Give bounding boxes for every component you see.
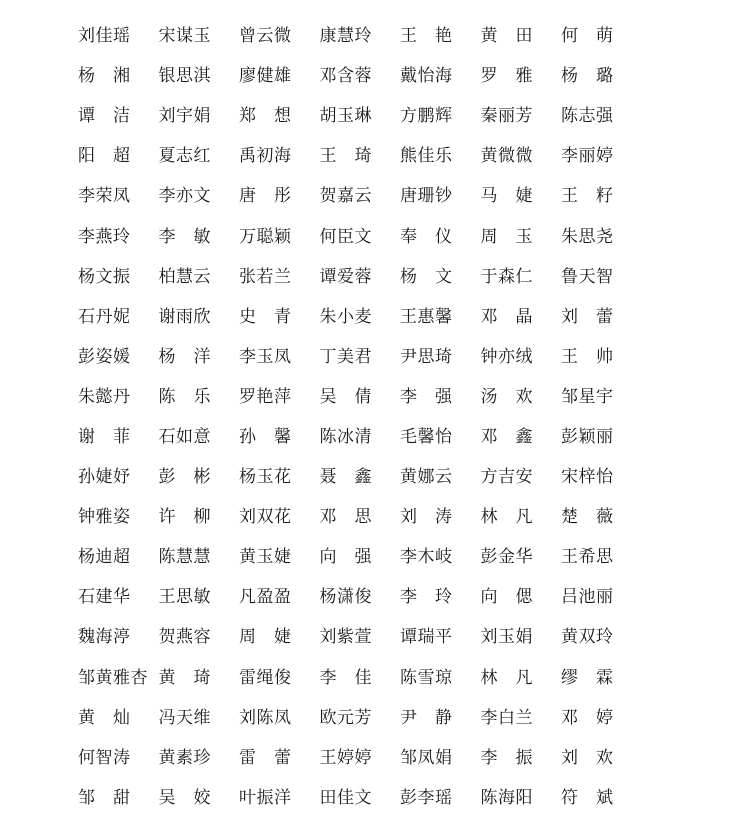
name-cell: 刘佳瑶 bbox=[78, 26, 131, 47]
name-cell: 叶振洋 bbox=[239, 787, 292, 808]
name-list-grid bbox=[78, 16, 738, 818]
name-cell: 李燕玲 bbox=[78, 226, 131, 247]
name-row bbox=[78, 216, 738, 256]
name-cell: 于森仁 bbox=[480, 266, 533, 287]
name-cell: 李 振 bbox=[480, 747, 533, 768]
name-cell: 贺燕容 bbox=[158, 627, 211, 648]
name-cell: 何臣文 bbox=[319, 226, 372, 247]
name-cell: 邓 思 bbox=[319, 507, 372, 528]
name-cell: 李白兰 bbox=[480, 707, 533, 728]
name-cell: 彭颖丽 bbox=[561, 426, 614, 447]
name-cell: 林 凡 bbox=[480, 507, 533, 528]
name-cell: 周 玉 bbox=[480, 226, 533, 247]
name-row bbox=[78, 337, 738, 377]
name-cell: 彭金华 bbox=[480, 547, 533, 568]
name-cell: 王 艳 bbox=[400, 26, 453, 47]
name-cell: 王思敏 bbox=[158, 587, 211, 608]
name-cell: 张若兰 bbox=[239, 266, 292, 287]
name-cell: 黄微微 bbox=[480, 146, 533, 167]
name-cell: 李 玲 bbox=[400, 587, 453, 608]
name-cell: 马 婕 bbox=[480, 186, 533, 207]
name-cell: 王 籽 bbox=[561, 186, 614, 207]
name-cell: 熊佳乐 bbox=[400, 146, 453, 167]
name-cell: 陈志强 bbox=[561, 106, 614, 127]
name-cell: 方吉安 bbox=[480, 467, 533, 488]
name-cell: 刘玉娟 bbox=[480, 627, 533, 648]
name-cell: 方鹏辉 bbox=[400, 106, 453, 127]
name-row bbox=[78, 497, 738, 537]
name-cell: 杨潇俊 bbox=[319, 587, 372, 608]
name-cell: 黄 琦 bbox=[158, 667, 211, 688]
name-cell: 杨 湘 bbox=[78, 66, 131, 87]
name-cell: 吴 倩 bbox=[319, 386, 372, 407]
name-cell: 缪 霖 bbox=[561, 667, 614, 688]
name-cell: 向 强 bbox=[319, 547, 372, 568]
name-cell: 彭姿媛 bbox=[78, 346, 131, 367]
name-cell: 宋谋玉 bbox=[158, 26, 211, 47]
name-cell: 符 斌 bbox=[561, 787, 614, 808]
name-cell: 夏志红 bbox=[158, 146, 211, 167]
name-cell: 史 青 bbox=[239, 306, 292, 327]
name-cell: 胡玉琳 bbox=[319, 106, 372, 127]
name-cell: 王 琦 bbox=[319, 146, 372, 167]
name-cell: 郑 想 bbox=[239, 106, 292, 127]
name-cell: 邹凤娟 bbox=[400, 747, 453, 768]
name-cell: 禹初海 bbox=[239, 146, 292, 167]
name-cell: 钟雅姿 bbox=[78, 507, 131, 528]
name-cell: 王婷婷 bbox=[319, 747, 372, 768]
name-row bbox=[78, 16, 738, 56]
name-cell: 谭 洁 bbox=[78, 106, 131, 127]
name-cell: 黄 田 bbox=[480, 26, 533, 47]
name-cell: 邹 甜 bbox=[78, 787, 131, 808]
name-cell: 秦丽芳 bbox=[480, 106, 533, 127]
name-cell: 朱小麦 bbox=[319, 306, 372, 327]
name-cell: 刘 欢 bbox=[561, 747, 614, 768]
name-cell: 李丽婷 bbox=[561, 146, 614, 167]
name-cell: 邓 鑫 bbox=[480, 426, 533, 447]
name-row bbox=[78, 417, 738, 457]
name-cell: 邓含蓉 bbox=[319, 66, 372, 87]
name-row bbox=[78, 96, 738, 136]
name-cell: 鲁天智 bbox=[561, 266, 614, 287]
name-cell: 林 凡 bbox=[480, 667, 533, 688]
name-cell: 杨迪超 bbox=[78, 547, 131, 568]
name-cell: 楚 薇 bbox=[561, 507, 614, 528]
name-cell: 雷 蕾 bbox=[239, 747, 292, 768]
name-cell: 杨文振 bbox=[78, 266, 131, 287]
name-cell: 丁美君 bbox=[319, 346, 372, 367]
name-cell: 孙婕妤 bbox=[78, 467, 131, 488]
name-cell: 谭瑞平 bbox=[400, 627, 453, 648]
name-row bbox=[78, 577, 738, 617]
name-cell: 谢 菲 bbox=[78, 426, 131, 447]
name-cell: 刘 蕾 bbox=[561, 306, 614, 327]
name-cell: 李木岐 bbox=[400, 547, 453, 568]
name-cell: 王惠馨 bbox=[400, 306, 453, 327]
name-row bbox=[78, 56, 738, 96]
name-cell: 刘宇娟 bbox=[158, 106, 211, 127]
name-cell: 钟亦绒 bbox=[480, 346, 533, 367]
name-cell: 彭李瑶 bbox=[400, 787, 453, 808]
name-cell: 聂 鑫 bbox=[319, 467, 372, 488]
name-cell: 曾云微 bbox=[239, 26, 292, 47]
name-cell: 李荣凤 bbox=[78, 186, 131, 207]
name-cell: 雷绳俊 bbox=[239, 667, 292, 688]
name-cell: 陈海阳 bbox=[480, 787, 533, 808]
name-row bbox=[78, 537, 738, 577]
name-cell: 刘陈凤 bbox=[239, 707, 292, 728]
name-row bbox=[78, 738, 738, 778]
name-cell: 李 强 bbox=[400, 386, 453, 407]
name-row bbox=[78, 257, 738, 297]
name-cell: 何 萌 bbox=[561, 26, 614, 47]
name-cell: 唐珊钞 bbox=[400, 186, 453, 207]
name-cell: 杨 璐 bbox=[561, 66, 614, 87]
name-cell: 康慧玲 bbox=[319, 26, 372, 47]
name-cell: 李玉凤 bbox=[239, 346, 292, 367]
name-cell: 杨玉花 bbox=[239, 467, 292, 488]
name-cell: 魏海渟 bbox=[78, 627, 131, 648]
name-cell: 阳 超 bbox=[78, 146, 131, 167]
name-cell: 何智涛 bbox=[78, 747, 131, 768]
name-cell: 王希思 bbox=[561, 547, 614, 568]
name-row bbox=[78, 778, 738, 818]
name-cell: 李 佳 bbox=[319, 667, 372, 688]
name-cell: 石建华 bbox=[78, 587, 131, 608]
name-row bbox=[78, 176, 738, 216]
name-row bbox=[78, 457, 738, 497]
name-cell: 许 柳 bbox=[158, 507, 211, 528]
name-cell: 冯天维 bbox=[158, 707, 211, 728]
name-cell: 孙 馨 bbox=[239, 426, 292, 447]
name-cell: 邓 晶 bbox=[480, 306, 533, 327]
name-cell: 黄素珍 bbox=[158, 747, 211, 768]
name-row bbox=[78, 377, 738, 417]
name-cell: 万聪颖 bbox=[239, 226, 292, 247]
name-cell: 罗艳萍 bbox=[239, 386, 292, 407]
name-cell: 朱懿丹 bbox=[78, 386, 131, 407]
name-cell: 刘双花 bbox=[239, 507, 292, 528]
name-cell: 石丹妮 bbox=[78, 306, 131, 327]
name-cell: 陈慧慧 bbox=[158, 547, 211, 568]
name-cell: 唐 彤 bbox=[239, 186, 292, 207]
name-cell: 谢雨欣 bbox=[158, 306, 211, 327]
name-cell: 吕池丽 bbox=[561, 587, 614, 608]
name-row bbox=[78, 698, 738, 738]
name-cell: 廖健雄 bbox=[239, 66, 292, 87]
name-cell: 王 帅 bbox=[561, 346, 614, 367]
name-cell: 贺嘉云 bbox=[319, 186, 372, 207]
name-cell: 向 偲 bbox=[480, 587, 533, 608]
name-row bbox=[78, 136, 738, 176]
name-cell: 汤 欢 bbox=[480, 386, 533, 407]
name-cell: 邓 婷 bbox=[561, 707, 614, 728]
name-cell: 刘紫萱 bbox=[319, 627, 372, 648]
name-cell: 陈 乐 bbox=[158, 386, 211, 407]
name-cell: 邹星宇 bbox=[561, 386, 614, 407]
name-cell: 李 敏 bbox=[158, 226, 211, 247]
name-row bbox=[78, 658, 738, 698]
name-cell: 谭爱蓉 bbox=[319, 266, 372, 287]
name-cell: 周 婕 bbox=[239, 627, 292, 648]
name-cell: 邹黄雅杏 bbox=[78, 667, 148, 688]
name-cell: 尹 静 bbox=[400, 707, 453, 728]
name-cell: 罗 雅 bbox=[480, 66, 533, 87]
name-cell: 吴 姣 bbox=[158, 787, 211, 808]
name-cell: 刘 涛 bbox=[400, 507, 453, 528]
name-cell: 陈冰清 bbox=[319, 426, 372, 447]
name-cell: 凡盈盈 bbox=[239, 587, 292, 608]
name-cell: 黄 灿 bbox=[78, 707, 131, 728]
name-cell: 黄娜云 bbox=[400, 467, 453, 488]
name-cell: 陈雪琼 bbox=[400, 667, 453, 688]
name-cell: 朱思尧 bbox=[561, 226, 614, 247]
name-cell: 杨 文 bbox=[400, 266, 453, 287]
name-cell: 黄双玲 bbox=[561, 627, 614, 648]
name-row bbox=[78, 617, 738, 657]
name-cell: 欧元芳 bbox=[319, 707, 372, 728]
name-cell: 尹思琦 bbox=[400, 346, 453, 367]
name-cell: 田佳文 bbox=[319, 787, 372, 808]
name-cell: 李亦文 bbox=[158, 186, 211, 207]
name-cell: 黄玉婕 bbox=[239, 547, 292, 568]
name-cell: 柏慧云 bbox=[158, 266, 211, 287]
name-row bbox=[78, 297, 738, 337]
name-cell: 银思淇 bbox=[158, 66, 211, 87]
name-cell: 石如意 bbox=[158, 426, 211, 447]
name-cell: 杨 洋 bbox=[158, 346, 211, 367]
name-cell: 彭 彬 bbox=[158, 467, 211, 488]
name-cell: 毛馨怡 bbox=[400, 426, 453, 447]
name-cell: 戴怡海 bbox=[400, 66, 453, 87]
name-cell: 奉 仪 bbox=[400, 226, 453, 247]
name-cell: 宋梓怡 bbox=[561, 467, 614, 488]
